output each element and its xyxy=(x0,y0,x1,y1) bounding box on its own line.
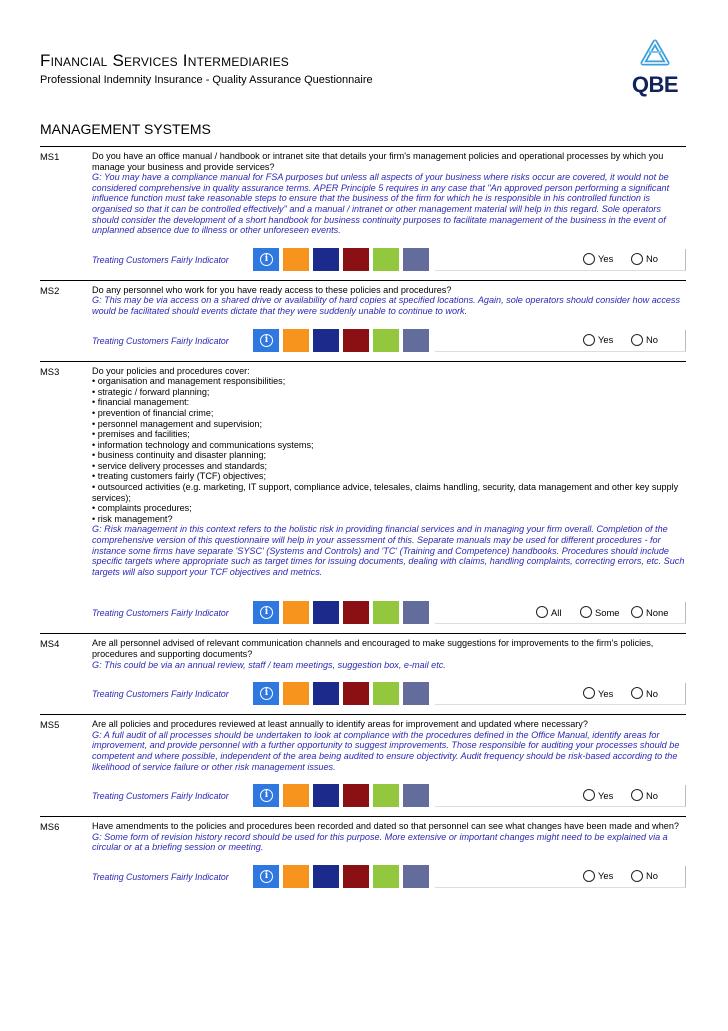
tcf-box-maroon xyxy=(343,248,369,271)
question-guidance: G: Risk management in this context refers to the holistic risk in providing financial services and in managing your firm overall. Completion of the comprehensive version of this questionnaire will help in your assessment of this. Separate manuals may be used for different procedures - for instance some firms have separate 'SYSC' (Systems and Controls) and 'TC' (Training and Competence) handbooks. Procedures should include specific targets where appropriate such as target times for issuing documents, dealing with claims, handling complaints, correcting errors, etc. Such targets will also support your TCF objectives and metrics. xyxy=(92,524,685,577)
question-body xyxy=(92,719,686,772)
logo-text: QBE xyxy=(631,72,679,97)
radio-button[interactable] xyxy=(583,789,595,801)
tcf-indicator-boxes xyxy=(253,248,433,271)
question-body xyxy=(92,366,686,578)
answer-option-yes[interactable] xyxy=(583,789,613,801)
tcf-indicator-label: Treating Customers Fairly Indicator xyxy=(92,254,229,265)
radio-button[interactable] xyxy=(583,870,595,882)
answer-option-label: Yes xyxy=(598,334,614,346)
info-circle-icon: i xyxy=(260,789,273,802)
question-ms6 xyxy=(40,816,686,897)
tcf-box-orange xyxy=(283,865,309,888)
tcf-box-green xyxy=(373,248,399,271)
tcf-box-navy xyxy=(313,865,339,888)
question-guidance: G: A full audit of all processes should be undertaken to look at compliance with the procedures defined in the Office Manual, identify areas for improvement, and provide personnel with a further opportunity to suggest improvements. Those responsible for auditing your processes should be competent and where possible, independent of the area being audited to ensure objectivity. Audit frequency should be risk-based according to the likelihood of service failure or other risk management issues. xyxy=(92,729,680,772)
tcf-box-slate xyxy=(403,865,429,888)
info-icon[interactable] xyxy=(253,248,279,271)
question-row xyxy=(40,817,686,853)
answer-option-yes[interactable] xyxy=(583,687,613,699)
question-ms5 xyxy=(40,714,686,816)
radio-button[interactable] xyxy=(631,789,643,801)
answer-option-label: Yes xyxy=(598,253,614,265)
tcf-indicator-boxes xyxy=(253,682,433,705)
tcf-box-green xyxy=(373,601,399,624)
tcf-indicator-row xyxy=(40,248,686,272)
tcf-box-slate xyxy=(403,784,429,807)
tcf-box-navy xyxy=(313,784,339,807)
tcf-box-navy xyxy=(313,329,339,352)
question-id: MS6 xyxy=(40,821,60,833)
tcf-box-navy xyxy=(313,682,339,705)
tcf-indicator-boxes xyxy=(253,601,433,624)
answer-option-label: No xyxy=(646,253,658,265)
info-icon[interactable] xyxy=(253,682,279,705)
tcf-box-navy xyxy=(313,248,339,271)
qbe-emblem-icon xyxy=(628,38,682,74)
tcf-box-slate xyxy=(403,329,429,352)
tcf-box-orange xyxy=(283,329,309,352)
answer-option-no[interactable] xyxy=(631,870,658,882)
answer-option-no[interactable] xyxy=(631,253,658,265)
tcf-box-slate xyxy=(403,601,429,624)
answer-option-label: No xyxy=(646,334,658,346)
answer-option-no[interactable] xyxy=(631,789,658,801)
tcf-box-green xyxy=(373,329,399,352)
question-guidance: G: You may have a compliance manual for FSA purposes but unless all aspects of your business where risks occur are covered, it would not be considered comprehensive in quality assurance terms. APER Principle 5 requires in any case that "An approved person performing a significant influence function must take reasonable steps to ensure that the business of the firm for which he is responsible in his controlled function is organised so that it can be controlled effectively" and a manual / intranet or other management material will help in this regard. Sole operators should consider the development of a short handbook for business continuity purposes to facilitate management of the business in the event of unplanned absence due to illness or other unforeseen events. xyxy=(92,172,670,236)
tcf-box-orange xyxy=(283,682,309,705)
tcf-box-maroon xyxy=(343,784,369,807)
tcf-indicator-row xyxy=(40,865,686,889)
answer-option-label: Yes xyxy=(598,870,614,882)
answer-option-label: No xyxy=(646,687,658,699)
info-icon[interactable] xyxy=(253,329,279,352)
radio-button[interactable] xyxy=(583,334,595,346)
tcf-indicator-boxes xyxy=(253,865,433,888)
document-subtitle: Professional Indemnity Insurance - Quality Assurance Questionnaire xyxy=(40,74,373,86)
tcf-indicator-row xyxy=(40,329,686,353)
tcf-box-maroon xyxy=(343,601,369,624)
radio-button[interactable] xyxy=(631,606,643,618)
tcf-indicator-label: Treating Customers Fairly Indicator xyxy=(92,871,229,882)
info-circle-icon: i xyxy=(260,870,273,883)
question-ms2 xyxy=(40,280,686,361)
radio-button[interactable] xyxy=(536,606,548,618)
tcf-box-maroon xyxy=(343,682,369,705)
tcf-indicator-label: Treating Customers Fairly Indicator xyxy=(92,791,229,802)
qbe-logo xyxy=(628,38,682,96)
tcf-indicator-boxes xyxy=(253,329,433,352)
answer-option-none[interactable] xyxy=(631,606,668,618)
tcf-box-orange xyxy=(283,248,309,271)
tcf-indicator-row xyxy=(40,784,686,808)
tcf-box-green xyxy=(373,865,399,888)
tcf-indicator-row xyxy=(40,682,686,706)
question-text: Are all policies and procedures reviewed at least annually to identify areas for improvement and updated where necessary? xyxy=(92,719,588,730)
question-guidance: G: This could be via an annual review, staff / team meetings, suggestion box, e-mail etc. xyxy=(92,659,446,670)
tcf-box-green xyxy=(373,682,399,705)
tcf-box-slate xyxy=(403,248,429,271)
radio-button[interactable] xyxy=(631,253,643,265)
question-id: MS5 xyxy=(40,719,60,731)
info-icon[interactable] xyxy=(253,601,279,624)
tcf-box-navy xyxy=(313,601,339,624)
answer-option-label: Some xyxy=(595,606,620,618)
question-body xyxy=(92,638,686,670)
question-ms1 xyxy=(40,146,686,280)
answer-option-label: Yes xyxy=(598,687,614,699)
question-body xyxy=(92,151,686,236)
question-ms3 xyxy=(40,361,686,634)
question-body xyxy=(92,821,686,853)
radio-button[interactable] xyxy=(631,687,643,699)
radio-button[interactable] xyxy=(583,687,595,699)
answer-option-all[interactable] xyxy=(536,606,561,618)
info-icon[interactable] xyxy=(253,865,279,888)
tcf-indicator-boxes xyxy=(253,784,433,807)
info-circle-icon: i xyxy=(260,606,273,619)
question-text: Are all personnel advised of relevant communication channels and encouraged to make suggestions for improvements to the firm's policies, procedures and supporting documents? xyxy=(92,638,654,659)
questions-list xyxy=(40,146,686,897)
tcf-box-orange xyxy=(283,601,309,624)
question-body xyxy=(92,285,686,317)
tcf-indicator-row xyxy=(40,601,686,625)
answer-option-label: Yes xyxy=(598,789,614,801)
info-circle-icon: i xyxy=(260,253,273,266)
info-circle-icon: i xyxy=(260,687,273,700)
section-title: MANAGEMENT SYSTEMS xyxy=(40,121,211,137)
question-text: Do your policies and procedures cover: • organisation and management responsibilities; • strategic / forward planning; • financial management: • prevention of financial crime; • personnel management and supervision; • premises and facilities; • information technology and communications systems; • business continuity and disaster planning; • service delivery processes and standards; • treating customers fairly (TCF) objectives; • outsourced activities (e.g. marketing, IT support, compliance advice, telesales, claims handling, security, data management and other key supply services); • complaints procedures; • risk management? xyxy=(92,365,679,524)
tcf-box-green xyxy=(373,784,399,807)
tcf-indicator-label: Treating Customers Fairly Indicator xyxy=(92,608,229,619)
tcf-indicator-label: Treating Customers Fairly Indicator xyxy=(92,335,229,346)
answer-option-yes[interactable] xyxy=(583,870,613,882)
question-text: Have amendments to the policies and procedures been recorded and dated so that personnel can see what changes have been made and when? xyxy=(92,821,679,832)
answer-option-some[interactable] xyxy=(580,606,620,618)
question-row xyxy=(40,362,686,578)
question-text: Do you have an office manual / handbook or intranet site that details your firm's management policies and operational processes by which you manage your business and provide services? xyxy=(92,151,664,172)
tcf-box-maroon xyxy=(343,329,369,352)
answer-option-yes[interactable] xyxy=(583,334,613,346)
tcf-box-maroon xyxy=(343,865,369,888)
question-id: MS2 xyxy=(40,284,60,296)
answer-option-yes[interactable] xyxy=(583,253,613,265)
info-circle-icon: i xyxy=(260,334,273,347)
question-row xyxy=(40,634,686,670)
question-row xyxy=(40,147,686,236)
answer-option-label: None xyxy=(646,606,669,618)
radio-button[interactable] xyxy=(580,606,592,618)
tcf-box-orange xyxy=(283,784,309,807)
question-id: MS3 xyxy=(40,365,60,377)
question-id: MS4 xyxy=(40,638,60,650)
answer-option-no[interactable] xyxy=(631,334,658,346)
radio-button[interactable] xyxy=(631,870,643,882)
document-header xyxy=(40,52,688,86)
answer-option-label: All xyxy=(551,606,562,618)
question-id: MS1 xyxy=(40,151,60,162)
radio-button[interactable] xyxy=(631,334,643,346)
question-guidance: G: Some form of revision history record should be used for this purpose. More extensive or important changes might need to be explained via a circular or at a briefing session or meeting. xyxy=(92,831,668,853)
answer-option-label: No xyxy=(646,789,658,801)
tcf-indicator-label: Treating Customers Fairly Indicator xyxy=(92,689,229,700)
answer-option-label: No xyxy=(646,870,658,882)
info-icon[interactable] xyxy=(253,784,279,807)
question-row xyxy=(40,281,686,317)
question-ms4 xyxy=(40,633,686,714)
radio-button[interactable] xyxy=(583,253,595,265)
question-guidance: G: This may be via access on a shared drive or availability of hard copies at specified locations. Again, sole operators should consider how access would be facilitated should events dictate that they were suddenly unable to continue to work. xyxy=(92,295,681,316)
question-row xyxy=(40,715,686,772)
answer-option-no[interactable] xyxy=(631,687,658,699)
question-text: Do any personnel who work for you have ready access to these policies and procedures? xyxy=(92,284,452,295)
document-title: Financial Services Intermediaries xyxy=(40,51,289,70)
tcf-box-slate xyxy=(403,682,429,705)
